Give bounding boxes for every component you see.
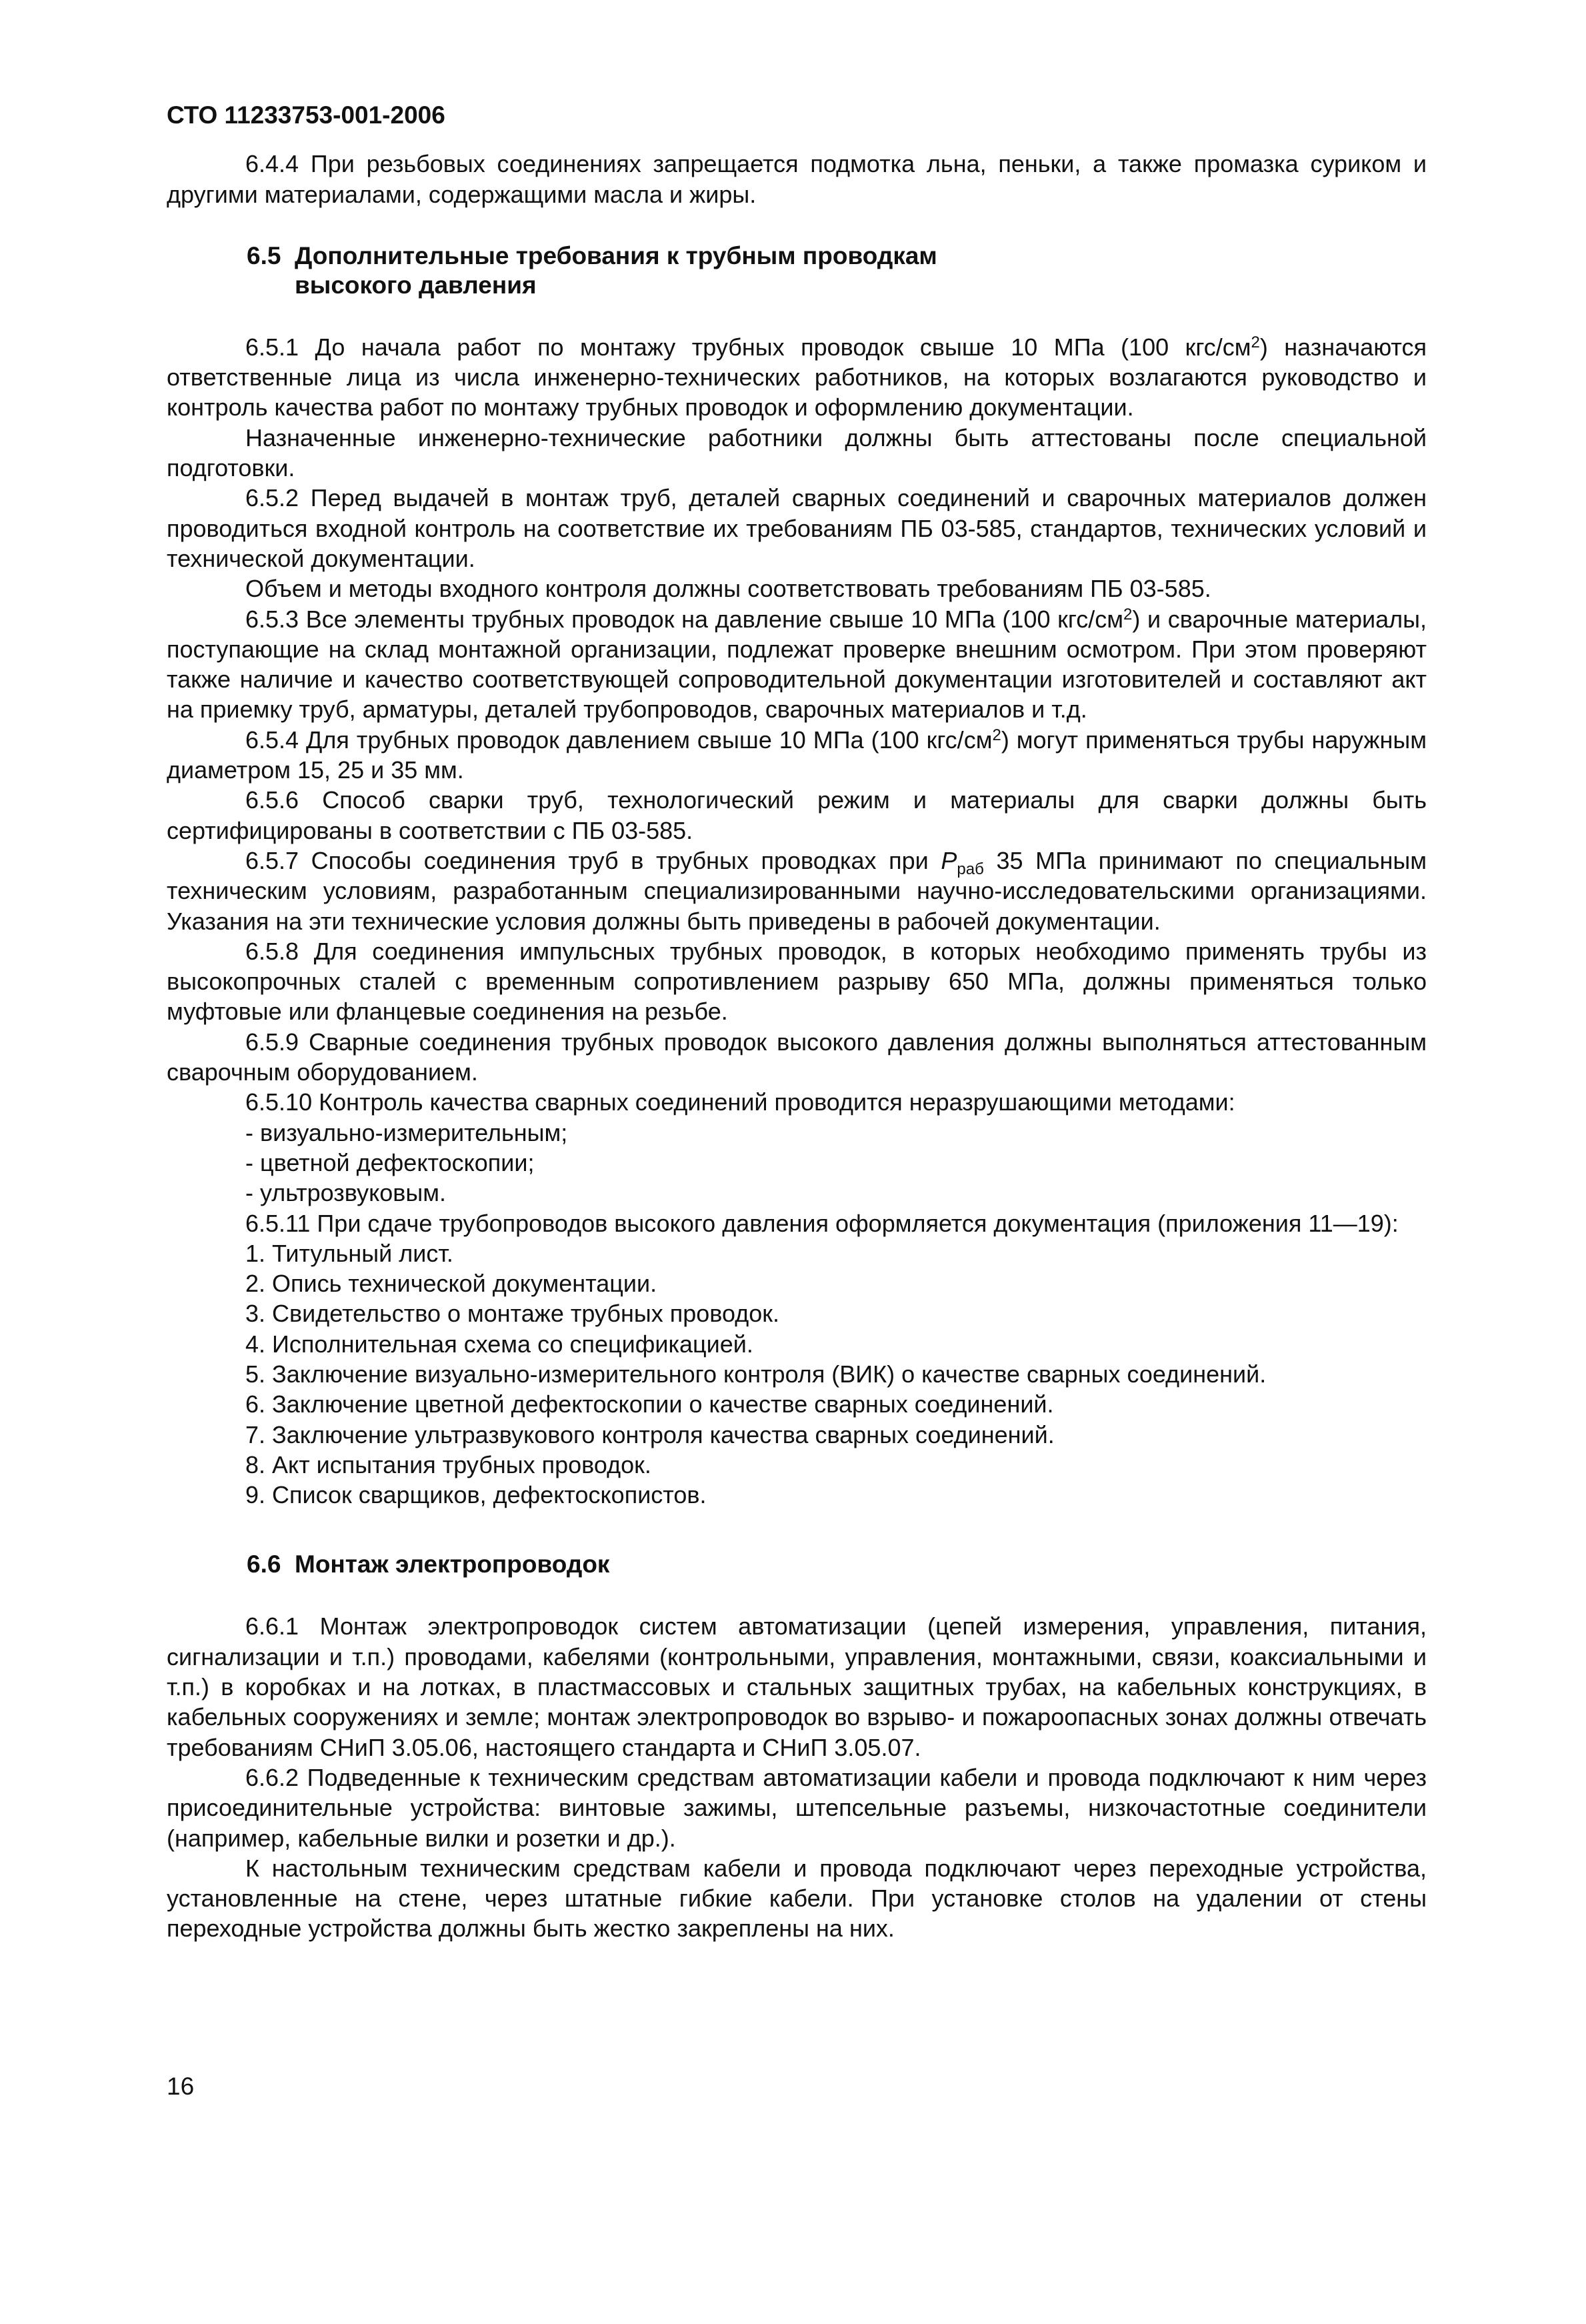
paragraph-6-6-2-cont: К настольным техническим средствам кабели и провода подключают через переходные устройства, установленные на стене, через штатные гибкие кабели. При установке столов на удалении от стены переходные устройства должны быть жестко закреплены на них. <box>167 1854 1427 1943</box>
list-item: 1. Титульный лист. <box>245 1239 453 1267</box>
paragraph-6-5-1-cont: Назначенные инженерно-технические работники должны быть аттестованы после специальной подготовки. <box>167 423 1427 482</box>
section-title-line-2: высокого давления <box>295 271 537 299</box>
section-heading-6-6 <box>167 1550 1427 1579</box>
paragraph-6-5-2-cont: Объем и методы входного контроля должны соответствовать требованиям ПБ 03-585. <box>245 575 1211 603</box>
list-item: 5. Заключение визуально-измерительного контроля (ВИК) о качестве сварных соединений. <box>245 1360 1267 1388</box>
list-item: - визуально-измерительным; <box>245 1118 568 1146</box>
paragraph-6-6-1: 6.6.1 Монтаж электропроводок систем автоматизации (цепей измерения, управления, питания, сигнализации и т.п.) проводами, кабелями (контрольными, управления, монтажными, связи, коаксиальными и т.п.) в коробках и на лотках, в пластмассовых и стальных защитных трубах, на кабельных конструкциях, в кабельных сооружениях и земле; монтаж электропроводок во взрыво- и пожароопасных зонах должны отвечать требованиям СНиП 3.05.06, настоящего стандарта и СНиП 3.05.07. <box>167 1612 1427 1761</box>
text-run: 6.5.1 До начала работ по монтажу трубных проводок свыше 10 МПа (100 кгс/см <box>245 333 1251 361</box>
paragraph-6-6-2: 6.6.2 Подведенные к техническим средствам автоматизации кабели и провода подключают к ним через присоединительные устройства: винтовые зажимы, штепсельные разъемы, низкочастотные соединители (например, кабельные вилки и розетки и др.). <box>167 1763 1427 1852</box>
paragraph-6-5-1 <box>167 332 1427 423</box>
list-item: 6. Заключение цветной дефектоскопии о качестве сварных соединений. <box>245 1390 1054 1418</box>
document-code: СТО 11233753-001-2006 <box>167 101 445 129</box>
paragraph-6-4-4: 6.4.4 При резьбовых соединениях запрещается подмотка льна, пеньки, а также промазка суриком и другими материалами, содержащими масла и жиры. <box>167 150 1427 208</box>
text-run: 6.5.4 Для трубных проводок давлением свыше 10 МПа (100 кгс/см <box>245 726 993 754</box>
paragraph-6-5-7 <box>167 846 1427 936</box>
section-title: Монтаж электропроводок <box>295 1550 610 1578</box>
text-run: 6.5.3 Все элементы трубных проводок на давление свыше 10 МПа (100 кгс/см <box>245 605 1123 633</box>
document-page <box>167 100 1427 1944</box>
superscript: 2 <box>992 726 1001 744</box>
list-item: 8. Акт испытания трубных проводок. <box>245 1450 651 1478</box>
paragraph-6-5-6: 6.5.6 Способ сварки труб, технологический режим и материалы для сварки должны быть сертифицированы в соответствии с ПБ 03-585. <box>167 786 1427 844</box>
methods-list <box>167 1118 1427 1208</box>
section-number: 6.5 <box>247 241 281 269</box>
paragraph-6-5-8: 6.5.8 Для соединения импульсных трубных проводок, в которых необходимо применять трубы из высокопрочных сталей с временным сопротивлением разрыву 650 МПа, должны применяться только муфтовые или фланцевые соединения на резьбе. <box>167 937 1427 1026</box>
paragraph-6-5-2: 6.5.2 Перед выдачей в монтаж труб, деталей сварных соединений и сварочных материалов должен проводиться входной контроль на соответствие их требованиям ПБ 03-585, стандартов, технических условий и технической документации. <box>167 484 1427 572</box>
list-item: - ультрозвуковым. <box>245 1179 447 1207</box>
list-item: 2. Опись технической документации. <box>245 1270 657 1298</box>
section-heading-6-5 <box>167 241 1427 300</box>
text-run: 35 МПа принимают по специальным техническим условиям, разработанным специализированными научно-исследовательскими организациями. Указания на эти технические условия должны быть приведены в рабочей документации. <box>167 846 1427 935</box>
text-run: 6.5.7 Способы соединения труб в трубных проводках при <box>245 846 941 874</box>
paragraph-6-5-11: 6.5.11 При сдаче трубопроводов высокого давления оформляется документация (приложения 11—19): <box>245 1209 1399 1237</box>
text-run: ) и сварочные материалы, поступающие на склад монтажной организации, подлежат проверке внешним осмотром. При этом проверяют также наличие и качество соответствующей сопроводительной документации изготовителей и составляют акт на приемку труб, арматуры, деталей трубопроводов, сварочных материалов и т.д. <box>167 605 1427 724</box>
list-item: 7. Заключение ультразвукового контроля качества сварных соединений. <box>245 1420 1055 1448</box>
paragraph-6-5-4 <box>167 725 1427 786</box>
documentation-list <box>167 1238 1427 1510</box>
superscript: 2 <box>1251 333 1260 351</box>
subscript: раб <box>957 860 984 878</box>
paragraph-6-5-3 <box>167 604 1427 725</box>
superscript: 2 <box>1123 605 1133 624</box>
list-item: - цветной дефектоскопии; <box>245 1148 535 1176</box>
page-number: 16 <box>167 2073 195 2100</box>
pressure-symbol: P <box>941 846 957 874</box>
paragraph-6-5-10: 6.5.10 Контроль качества сварных соединений проводится неразрушающими методами: <box>245 1088 1235 1116</box>
list-item: 3. Свидетельство о монтаже трубных проводок. <box>245 1300 780 1328</box>
text-run: ) назначаются ответственные лица из числа инженерно-технических работников, на которых возлагаются руководство и контроль качества работ по монтажу трубных проводок и оформлению документации. <box>167 333 1427 421</box>
list-item: 9. Список сварщиков, дефектоскопистов. <box>245 1481 707 1509</box>
list-item: 4. Исполнительная схема со спецификацией. <box>245 1330 753 1358</box>
paragraph-6-5-9: 6.5.9 Сварные соединения трубных проводок высокого давления должны выполняться аттестованным сварочным оборудованием. <box>167 1028 1427 1086</box>
section-number: 6.6 <box>247 1550 281 1578</box>
text-run: ) могут применяться трубы наружным диаметром 15, 25 и 35 мм. <box>167 726 1427 784</box>
section-title-line-1: Дополнительные требования к трубным проводкам <box>295 241 937 269</box>
